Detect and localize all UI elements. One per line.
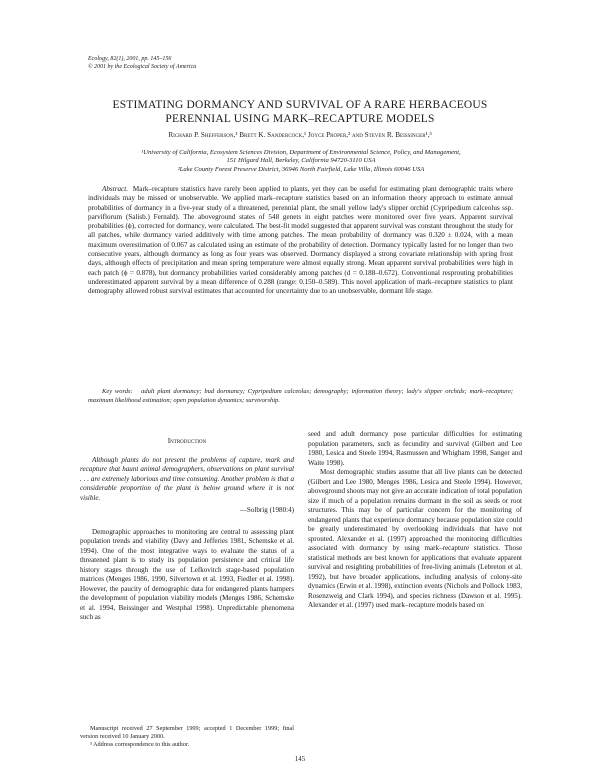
abstract (88, 185, 513, 297)
epigraph-source: —Solbrig (1980:4) (239, 506, 294, 514)
author-list: Richard P. Shefferson,¹ Brett K. Sandercock,¹ Joyce Proper,² and Steven R. Beissinger¹,³ (168, 131, 432, 139)
intro-paragraph-1-continued: seed and adult dormancy pose particular difficulties for estimating population parameters, such as fecundity and survival (Gilbert and Lee 1980, Lesica and Steele 1994, Rasmussen and Whigham 1998, Sanger and Waite 1998). (308, 430, 522, 467)
intro-paragraph-2: Most demographic studies assume that all live plants can be detected (Gilbert and Lee 1980, Menges 1986, Lesica and Steele 1994). However, aboveground shoots may not give an accurate indication of total population size if much of a population remains dormant in the soil as seeds or root structures. This may be of particular concern for the monitoring of endangered plants that experience dormancy because population size could be greatly underestimated by overlooking individuals that have not sprouted. Alexander et al. (1997) approached the monitoring difficulties associated with dormancy by using mark–recapture statistics. Those statistical methods are best known for applications that evaluate apparent survival and resighting probabilities of free-living animals (Lebreton et al. 1992), but have broader applications, including analysis of colony-site dynamics (Erwin et al. 1998), extinction events (Nichols and Pollock 1983, Rosenzweig and Clark 1994), and species richness (Dawson et al. 1995). Alexander et al. (1997) used mark–recapture models based on (308, 468, 522, 609)
left-column (80, 430, 294, 623)
right-column (308, 430, 522, 611)
footnote-correspondence: ³ Address correspondence to this author. (90, 741, 190, 748)
journal-line-2: © 2001 by the Ecological Society of America (88, 63, 197, 70)
introduction-heading: Introduction (167, 436, 207, 445)
footnote-received: Manuscript received 27 September 1999; accepted 1 December 1999; final version received 10 January 2000. (80, 725, 294, 740)
keywords-text: adult plant dormancy; bud dormancy; Cypripedium calceolus; demography; information theory; lady's slipper orchids; mark–recapture; maximum likelihood estimation; open population dynamics; survivorship. (88, 388, 514, 404)
intro-paragraph-1: Demographic approaches to monitoring are central to assessing plant population trends and viability (Davy and Jefferies 1981, Schemske et al. 1994). One of the most integrative ways to evaluate the status of a threatened plant is to study its population persistence and critical life history stages through the use of Lefkovitch stage-based population matrices (Menges 1986, 1990, Silvertown et al. 1993, Fiedler et al. 1998). However, the paucity of demographic data for endangered plants hampers the development of population viability models (Menges 1986, Schemske et al. 1994, Beissinger and Westphal 1998). Unpredictable phenomena such as (80, 527, 294, 621)
affiliation-1-line-1: ¹University of California, Ecosystem Sciences Division, Department of Environmental Science, Policy, and Management, (141, 149, 461, 156)
keywords (88, 388, 513, 405)
footnotes (80, 725, 294, 749)
title-line-2: PERENNIAL USING MARK–RECAPTURE MODELS (165, 113, 435, 125)
affiliation-1-line-2: 151 Hilgard Hall, Berkeley, California 94720-3110 USA (226, 157, 376, 165)
title-line-1: ESTIMATING DORMANCY AND SURVIVAL OF A RARE HERBACEOUS (112, 99, 488, 111)
keywords-label: Key words: (102, 388, 133, 395)
page-number: 145 (294, 756, 306, 763)
affiliation-2: ²Lake County Forest Preserve District, 36946 North Fairfield, Lake Villa, Illinois 60046 USA (177, 165, 425, 173)
paper-title (60, 98, 540, 126)
affiliations (86, 149, 516, 174)
epigraph-quote: Although plants do not present the problems of capture, mark and recapture that haunt animal demographers, observations on plant survival . . . are extremely laborious and time consuming. Another problem is that a considerable proportion of the plant is below ground where it is not visible. (80, 455, 294, 502)
abstract-text: Mark–recapture statistics have rarely been applied to plants, yet they can be useful for estimating plant demographic traits where individuals may be missed or unobservable. We applied mark–recapture statistics based on an information theory approach to estimate annual probabilities of dormancy in a five-year study of a threatened, perennial plant, the small yellow lady's slipper orchid (Cypripedium calceolus ssp. parviflorum (Salisb.) Fernald). The aboveground states of 548 genets in eight patches were monitored over five years. Apparent survival probabilities (ϕ), corrected for dormancy, were calculated. The best-fit model suggested that apparent survival was constant throughout the study for all patches, while dormancy varied additively with time among patches. The mean probability of dormancy was 0.320 ± 0.024, with a mean maximum overestimation of 0.067 as calculated using an estimate of the probability of detection. Dormancy typically lasted for no longer than two consecutive years, although dormancy as long as four years was observed. Dormancy displayed a strong covariate relationship with spring frost days, although effects of precipitation and mean spring temperature were almost equally strong. Mean apparent survival probabilities were high in each patch (ϕ = 0.878), but dormancy probabilities varied considerably among patches (d = 0.188–0.672). Conventional resprouting probabilities underestimated apparent survival by a mean difference of 0.288 (range: 0.150–0.589). This novel application of mark–recapture statistics to plant demography allowed robust survival estimates that accounted for uncertainty due to an unobservable, dormant life stage. (88, 185, 513, 296)
journal-citation (88, 56, 196, 71)
abstract-label: Abstract. (102, 185, 128, 193)
journal-line-1: Ecology, 82(1), 2001, pp. 145–156 (88, 56, 172, 62)
